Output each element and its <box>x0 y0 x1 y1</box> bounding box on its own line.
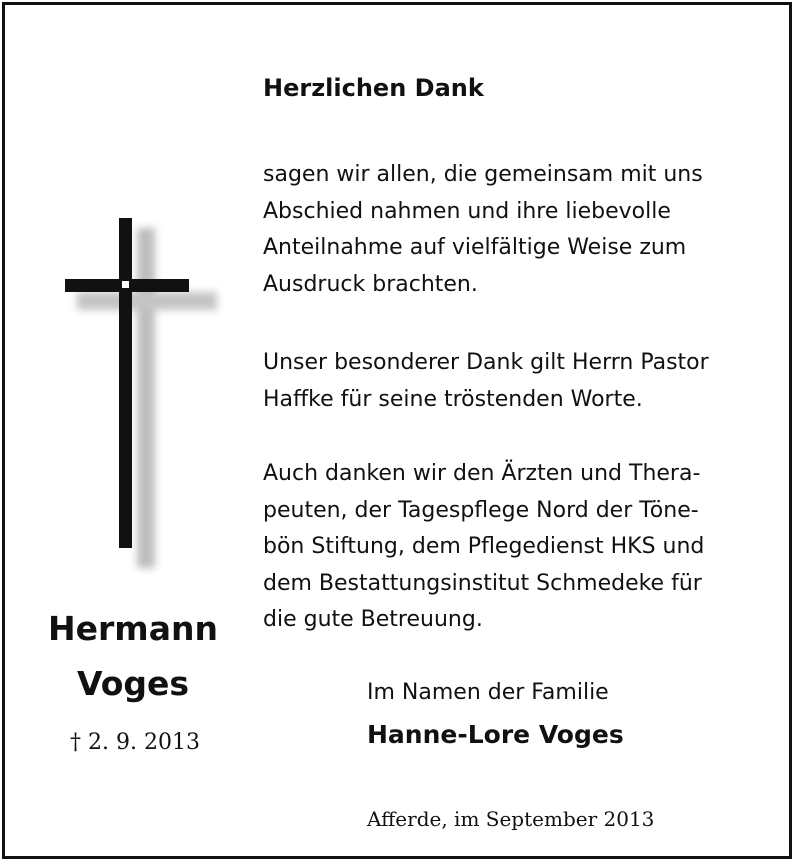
death-date: † 2. 9. 2013 <box>70 730 200 755</box>
cross-vertical-beam <box>119 218 132 548</box>
deceased-last-name: Voges <box>76 664 190 703</box>
cross-shadow-horizontal <box>77 292 217 310</box>
text-line: dem Bestattungsinstitut Schmedeke für <box>263 570 702 596</box>
text-line: sagen wir allen, die gemeinsam mit uns <box>263 162 703 187</box>
paragraph-care <box>263 456 800 639</box>
text-line: Anteilnahme auf vielfältige Weise zum <box>263 235 687 260</box>
notice-heading: Herzlichen Dank <box>263 74 484 102</box>
text-line: Haffke für seine tröstenden Worte. <box>263 386 643 412</box>
family-intro: Im Namen der Familie <box>367 680 609 705</box>
text-line: Ausdruck brachten. <box>263 271 478 297</box>
text-line: peuten, der Tagespflege Nord der Töne- <box>263 497 699 523</box>
paragraph-pastor <box>263 345 800 418</box>
place-date: Afferde, im September 2013 <box>367 807 655 831</box>
cross-center-highlight <box>122 281 129 288</box>
paragraph-thanks <box>263 157 800 303</box>
notice-frame <box>2 2 792 859</box>
family-signature-name: Hanne-Lore Voges <box>367 720 624 749</box>
text-line: die gute Betreuung. <box>263 607 483 632</box>
cross-icon <box>57 210 227 590</box>
text-line: bön Stiftung, dem Pflegedienst HKS und <box>263 534 705 559</box>
text-line: Unser besonderer Dank gilt Herrn Pastor <box>263 350 709 375</box>
deceased-first-name: Hermann <box>48 609 218 648</box>
text-line: Abschied nahmen und ihre liebevolle <box>263 198 671 224</box>
text-line: Auch danken wir den Ärzten und Thera- <box>263 461 701 486</box>
